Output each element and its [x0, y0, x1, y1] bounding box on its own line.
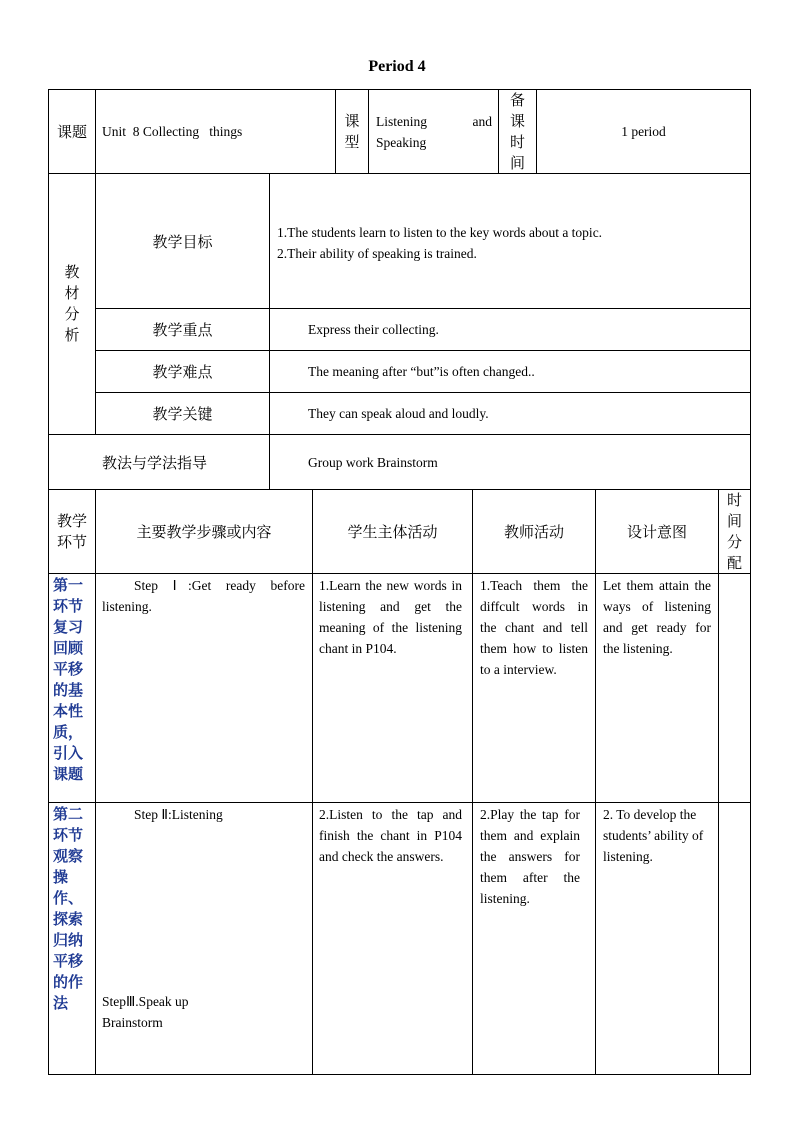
step-3 [102, 991, 305, 1033]
goal-1: 1.The students learn to listen to the key words about a topic. [277, 225, 603, 240]
intent-2: 2. To develop the students’ ability of listening. [603, 807, 704, 864]
phase-2: 第二环节观察操作、探索归纳平移的作法 [53, 805, 84, 1012]
student-1: 1.Learn the new words in listening and get the meaning of the listening chant in P104. [319, 578, 462, 656]
time-value: 1 period [621, 124, 666, 139]
teacher-1: 1.Teach them the diffcult words in the chant and tell them how to listen to a interview. [480, 578, 588, 677]
key-value: They can speak aloud and loudly. [308, 406, 489, 421]
phase-1: 第一环节复习回顾平移的基本性质，引入课题 [53, 576, 84, 783]
analysis-label: 教材分析 [64, 263, 80, 344]
goal-2: 2.Their ability of speaking is trained. [277, 246, 477, 261]
topic-value: Unit 8 Collecting things [102, 124, 243, 139]
type-value: Listening and Speaking [376, 113, 496, 150]
topic-label: 课题 [56, 123, 87, 141]
key-label: 教学关键 [152, 405, 213, 423]
difficulty-value: The meaning after “but”is often changed.. [308, 364, 535, 379]
step-3-sub: Brainstorm [102, 1015, 163, 1030]
student-2: 2.Listen to the tap and finish the chant in P104 and check the answers. [319, 807, 462, 864]
col-phase: 教学环节 [56, 511, 87, 551]
col-student: 学生主体活动 [347, 523, 438, 541]
difficulty-label: 教学难点 [152, 363, 213, 381]
step-3-title: StepⅢ.Speak up [102, 994, 189, 1009]
step-1: Step Ⅰ:Get ready before listening. [102, 578, 305, 614]
focus-label: 教学重点 [152, 321, 213, 339]
col-intent: 设计意图 [626, 523, 687, 541]
goals-label: 教学目标 [152, 232, 213, 251]
method-value: Group work Brainstorm [308, 454, 438, 470]
col-steps: 主要教学步骤或内容 [136, 523, 272, 541]
goals-text [277, 222, 747, 264]
time-label: 备课时间 [509, 90, 525, 172]
type-label: 课型 [344, 111, 360, 151]
page-title: Period 4 [368, 58, 426, 75]
teacher-2: 2.Play the tap for them and explain the answers for them after the listening. [480, 807, 580, 906]
method-label: 教法与学法指导 [102, 453, 208, 472]
col-teacher: 教师活动 [503, 523, 564, 541]
step-2: Step Ⅱ:Listening [134, 807, 223, 822]
intent-1: Let them attain the ways of listening and get ready for the listening. [603, 578, 711, 656]
col-time: 时间分配 [727, 490, 743, 572]
focus-value: Express their collecting. [308, 322, 439, 337]
